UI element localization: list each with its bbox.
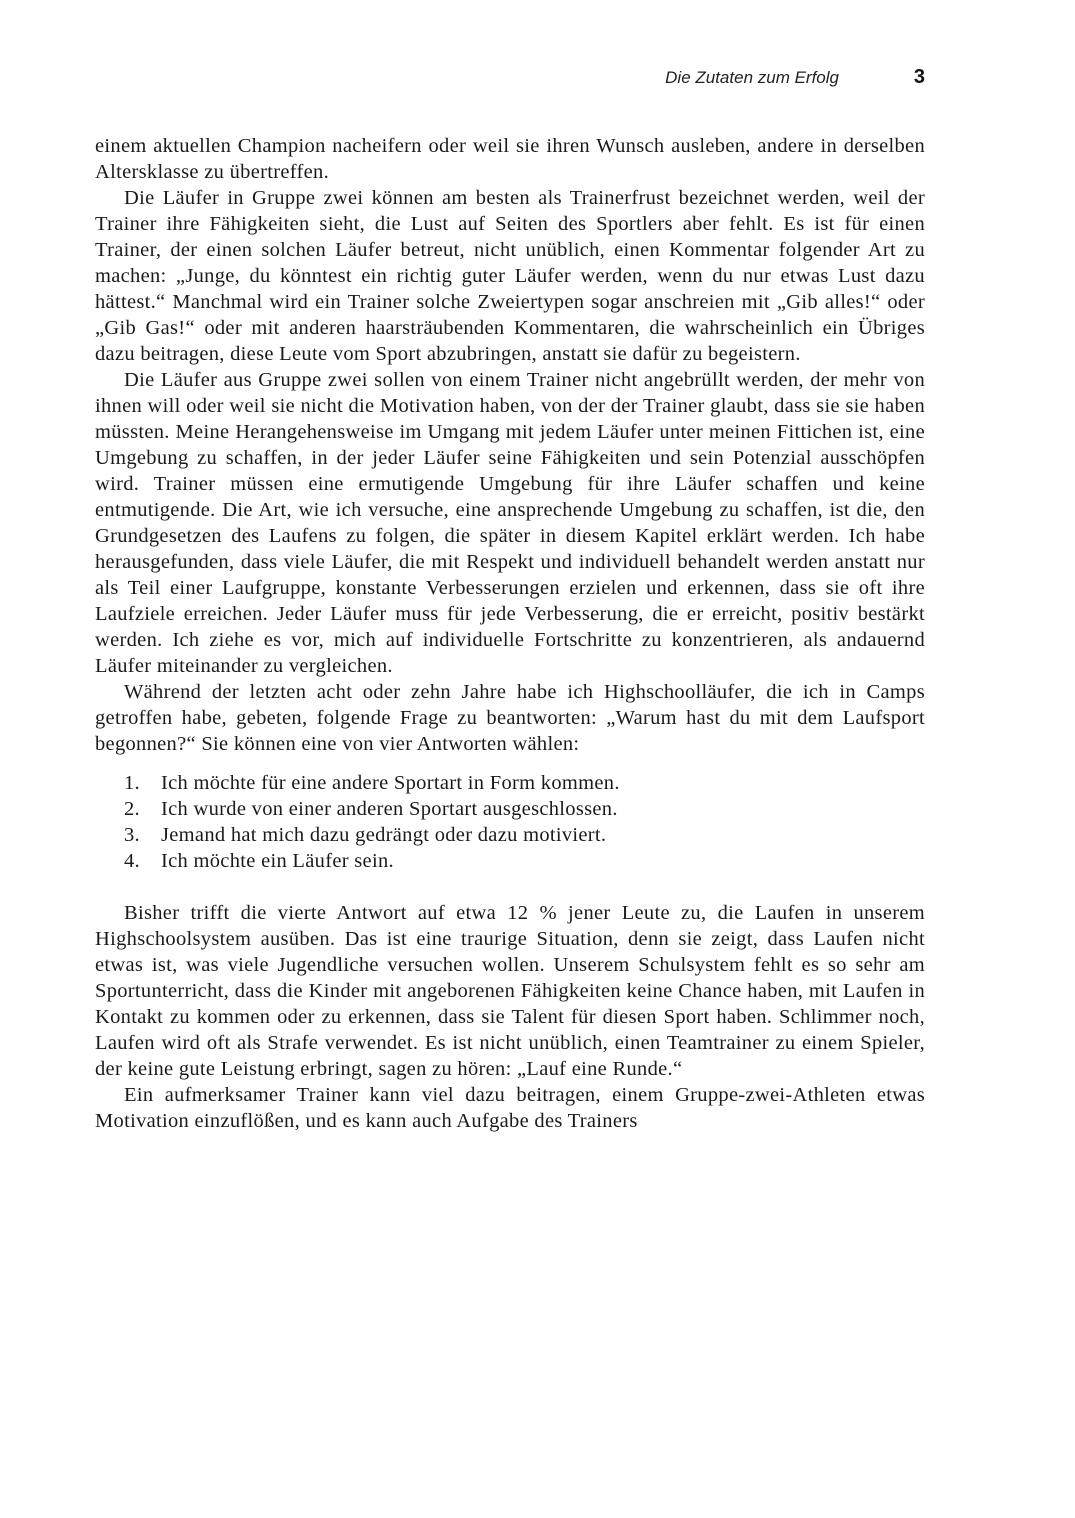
paragraph: Während der letzten acht oder zehn Jahre habe ich Highschoolläufer, die ich in Camps getroffen habe, gebeten, folgende Frage zu beantworten: „Warum hast du mit dem Laufsport begonnen?“ Sie können eine von vier Antworten wählen: [95,681,925,755]
paragraph: einem aktuellen Champion nacheifern oder weil sie ihren Wunsch ausleben, andere in derselben Altersklasse zu übertreffen. [95,135,925,183]
page-header [95,66,925,96]
list-number: 3. [124,824,140,846]
list-item-text: Ich möchte für eine andere Sportart in Form kommen. [161,772,620,794]
list-item [95,796,925,822]
answer-list [95,770,925,874]
paragraph: Bisher trifft die vierte Antwort auf etwa 12 % jener Leute zu, die Laufen in unserem Highschoolsystem ausüben. Das ist eine traurige Situation, denn sie zeigt, dass Laufen nicht etwas ist, was viele Jugendliche versuchen wollen. Unserem Schulsystem fehlt es so sehr am Sportunterricht, dass die Kinder mit angeborenen Fähigkeiten keine Chance haben, mit Laufen in Kontakt zu kommen oder zu erkennen, dass sie Talent für diesen Sport haben. Schlimmer noch, Laufen wird oft als Strafe verwendet. Es ist nicht unüblich, einen Teamtrainer zu einem Spieler, der keine gute Leistung erbringt, sagen zu hören: „Lauf eine Runde.“ [95,902,925,1080]
list-number: 2. [124,798,140,820]
list-spacer [95,887,925,900]
list-item-text: Ich möchte ein Läufer sein. [161,850,394,872]
paragraph: Ein aufmerksamer Trainer kann viel dazu beitragen, einem Gruppe-zwei-Athleten etwas Motivation einzuflößen, und es kann auch Aufgabe des Trainers [95,1084,925,1132]
list-item [95,822,925,848]
list-number: 4. [124,850,140,872]
list-item [95,770,925,796]
paragraph: Die Läufer in Gruppe zwei können am besten als Trainerfrust bezeichnet werden, weil der Trainer ihre Fähigkeiten sieht, die Lust auf Seiten des Sportlers aber fehlt. Es ist für einen Trainer, der einen solchen Läufer betreut, nicht unüblich, einen Kommentar folgender Art zu machen: „Junge, du könntest ein richtig guter Läufer werden, wenn du nur etwas Lust dazu hättest.“ Manchmal wird ein Trainer solche Zweiertypen sogar anschreien mit „Gib alles!“ oder „Gib Gas!“ oder mit anderen haarsträubenden Kommentaren, die wahrscheinlich ein Übriges dazu beitragen, diese Leute vom Sport abzubringen, anstatt sie dafür zu begeistern. [95,187,925,365]
body-text [95,133,925,1134]
paragraph: Die Läufer aus Gruppe zwei sollen von einem Trainer nicht angebrüllt werden, der mehr von ihnen will oder weil sie nicht die Motivation haben, von der der Trainer glaubt, dass sie sie haben müssten. Meine Herangehensweise im Umgang mit jedem Läufer unter meinen Fittichen ist, eine Umgebung zu schaffen, in der jeder Läufer seine Fähigkeiten und sein Potenzial ausschöpfen wird. Trainer müssen eine ermutigende Umgebung für ihre Läufer schaffen und keine entmutigende. Die Art, wie ich versuche, eine ansprechende Umgebung zu schaffen, ist die, den Grundgesetzen des Laufens zu folgen, die später in diesem Kapitel erklärt werden. Ich habe herausgefunden, dass viele Läufer, die mit Respekt und individuell behandelt werden anstatt nur als Teil einer Laufgruppe, konstante Verbesserungen erzielen und erkennen, dass sie oft ihre Laufziele erreichen. Jeder Läufer muss für jede Verbesserung, die er erreicht, positiv bestärkt werden. Ich ziehe es vor, mich auf individuelle Fortschritte zu konzentrieren, als andauernd Läufer miteinander zu vergleichen. [95,369,925,677]
list-item [95,848,925,874]
list-item-text: Jemand hat mich dazu gedrängt oder dazu motiviert. [161,824,607,846]
running-title: Die Zutaten zum Erfolg [665,68,839,87]
page-number: 3 [913,66,925,88]
list-item-text: Ich wurde von einer anderen Sportart ausgeschlossen. [161,798,618,820]
list-number: 1. [124,772,140,794]
